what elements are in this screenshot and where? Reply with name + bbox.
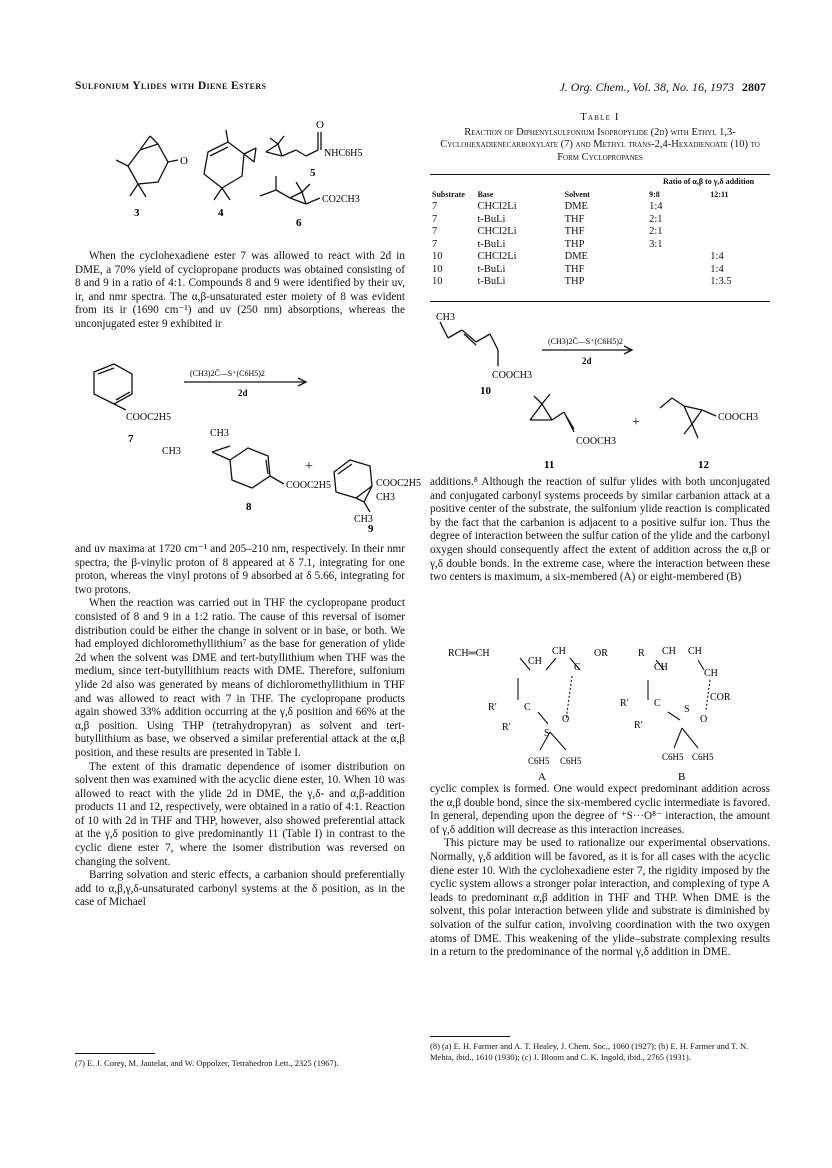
footnote-7: (7) E. J. Corey, M. Jautelat, and W. Oppolzer, Tetrahedron Lett., 2325 (1967). bbox=[75, 1058, 339, 1068]
cell-substrate: 7 bbox=[432, 213, 438, 225]
cell-ratio-12-11: 1:3.5 bbox=[710, 276, 732, 287]
cor-label: COR bbox=[710, 692, 731, 703]
scheme-10-11-12-drawing bbox=[432, 308, 772, 478]
cell-solvent: THP bbox=[564, 276, 585, 287]
paragraph: When the cyclohexadiene ester 7 was allowed to react with 2d in DME, a 70% yield of cyclopropane products was obtained consisting of 8 and 9 in a ratio of 4:1. Compounds 8 and 9 were identified by their uv, ir, and nmr spectra. The α,β-unsaturated ester moiety of 8 was evident from its ir (1690 cm⁻¹) and uv (250 nm) absorptions, whereas the unconjugated ester 9 exhibited ir bbox=[75, 250, 405, 330]
data-table bbox=[430, 176, 770, 289]
rprime-label-b: R′ bbox=[620, 698, 629, 709]
compound-4-label: 4 bbox=[218, 207, 224, 219]
cell-substrate: 10 bbox=[432, 251, 443, 262]
cell-solvent: THP bbox=[564, 238, 585, 250]
table-row bbox=[430, 264, 770, 277]
footnote-8: (8) (a) E. H. Farmer and A. T. Healey, J. Chem. Soc., 1060 (1927); (b) E. H. Farmer and T. N. Mehta, ibid., 1610 (1930); (c) J. Bloom and C. K. Ingold, ibid., 2765 (1931). bbox=[430, 1041, 749, 1062]
table-row bbox=[430, 251, 770, 264]
reagent-2d-label-right: 2d bbox=[582, 356, 592, 366]
c6h5-label-a1: C6H5 bbox=[528, 756, 550, 766]
sulfur-label-a: S bbox=[544, 728, 550, 739]
table-rule-bottom bbox=[430, 301, 770, 302]
col-header-substrate: Substrate bbox=[432, 189, 465, 199]
cell-base: t-BuLi bbox=[477, 238, 506, 250]
left-col-text-1 bbox=[75, 250, 405, 332]
cell-ratio-9-8 bbox=[647, 264, 708, 277]
c6h5-label-a2: C6H5 bbox=[560, 756, 582, 766]
cell-ratio-9-8 bbox=[647, 251, 708, 264]
reagent-2d-label-left: 2d bbox=[238, 388, 248, 398]
scheme-7-to-8-9 bbox=[80, 362, 422, 535]
ratio-header: Ratio of α,β to γ,δ addition bbox=[663, 177, 755, 186]
table-caption: Reaction of Diphenylsulfonium Isopropylide (2d) with Ethyl 1,3-Cyclohexadienecarboxylate (7) and Methyl trans-2,4-Hexadienoate (10) to Form Cyclopropanes bbox=[440, 126, 760, 163]
table-header-row bbox=[430, 189, 770, 202]
footnote-rule-right bbox=[430, 1036, 510, 1037]
carbanion-c-label-a: C bbox=[524, 702, 531, 713]
rch-label: RCH═CH bbox=[448, 648, 490, 659]
cooc2h5-label-9: COOC2H5 bbox=[376, 478, 422, 489]
table-header-row-top bbox=[430, 176, 770, 189]
cell-base: CHCl2Li bbox=[477, 226, 517, 237]
table-rule-top bbox=[430, 174, 770, 175]
cell-base: CHCl2Li bbox=[477, 251, 517, 262]
cell-substrate: 10 bbox=[432, 263, 443, 275]
oxygen-label-a: O bbox=[562, 714, 570, 725]
paragraph: and uv maxima at 1720 cm⁻¹ and 205–210 nm, respectively. In their nmr spectra, the β-vinylic proton of 8 appeared at δ 7.1, integrating for one proton, whereas the vinyl protons of 9 absorbed at δ 5.66, integrating for two protons. bbox=[75, 543, 405, 596]
plus-sign-right: + bbox=[632, 415, 640, 430]
running-title: Sulfonium Ylides with Diene Esters bbox=[75, 80, 267, 92]
cell-ratio-9-8 bbox=[647, 276, 708, 289]
complex-a-b-drawing bbox=[448, 640, 768, 783]
paragraph: When the reaction was carried out in THF the cyclopropane product consisted of 8 and 9 in a 1:2 ratio. The cause of this reversal of isomer distribution could be either the change in solvent or in base, or both. We had employed dichloromethyllithium⁷ as the base for generation of ylide 2d when the solvent was DME and tert-butyllithium when THF was the medium, since tert-butyllithium reacts with DME. Therefore, sulfonium ylide 2d also was generated by means of dichloromethyllithium in THF and was allowed to react with 7 in THF. The cyclopropane products again showed 33% addition occurring at the γ,δ position and 66% at the α,β position. Using THP (tetrahydropyran) as solvent and tert-butyllithium as base, we observed a similar preferential attack at the α,β position, and these results are presented in Table I. bbox=[75, 597, 405, 759]
rprime-label-a: R′ bbox=[488, 702, 497, 713]
table-row bbox=[430, 276, 770, 289]
c-label-a: C bbox=[574, 662, 581, 673]
reagent-label-left: (CH3)2C̄—S⁺(C6H5)2 bbox=[190, 369, 265, 378]
cooch3-label-12: COOCH3 bbox=[718, 412, 759, 423]
cell-solvent: DME bbox=[564, 201, 588, 212]
complex-a-b bbox=[448, 640, 768, 783]
cell-ratio-12-11: 1:4 bbox=[710, 263, 724, 275]
table-row bbox=[430, 239, 770, 252]
co2ch3-label: CO2CH3 bbox=[322, 194, 360, 205]
ketone-o-label: O bbox=[180, 155, 188, 167]
compound-8-label: 8 bbox=[246, 501, 252, 513]
cell-base: CHCl2Li bbox=[477, 201, 517, 212]
table-title bbox=[430, 112, 770, 164]
cell-substrate: 7 bbox=[432, 226, 438, 237]
reagent-label-right: (CH3)2C̄—S⁺(C6H5)2 bbox=[548, 337, 623, 346]
cell-ratio-12-11 bbox=[708, 201, 770, 214]
cell-solvent: THF bbox=[564, 213, 585, 225]
paragraph: This picture may be used to rationalize our experimental observations. Normally, γ,δ addition will be favored, as it is for all cases with the acyclic diene ester 10. With the cyclohexadiene ester 7, the rigidity imposed by the cyclic system allows a stronger polar interaction, and complexing of type A leads to predominant α,β addition in THF and THP. When DME is the solvent, this polar interaction between ylide and substrate is diminished by solvation of the sulfur cation, involving coordination with the two oxygen atoms of DME. This weakening of the ylide–substrate complexing results in a return to the predominance of the normal γ,δ addition in DME. bbox=[430, 837, 770, 959]
cell-ratio-12-11 bbox=[708, 239, 770, 252]
ch3-label-10: CH3 bbox=[436, 312, 455, 323]
cell-base: t-BuLi bbox=[477, 263, 506, 275]
c6h5-label-b1: C6H5 bbox=[662, 752, 684, 762]
page-number: 2807 bbox=[742, 80, 766, 94]
cell-base: t-BuLi bbox=[477, 276, 506, 287]
paragraph: cyclic complex is formed. One would expect predominant addition across the α,β double bond, since the six-membered cyclic intermediate is favored. In general, depending upon the degree of ⁺S···O⁸⁻ interaction, the amount of γ,δ addition will decrease as this interaction increases. bbox=[430, 783, 770, 836]
ch-label-b1: CH bbox=[662, 646, 676, 657]
compound-6-label: 6 bbox=[296, 217, 302, 229]
cell-base: t-BuLi bbox=[477, 213, 506, 225]
paragraph: The extent of this dramatic dependence of isomer distribution on solvent then was examined with the acyclic diene ester, 10. When 10 was allowed to react with the ylide 2d in DME, the γ,δ- and α,β-addition products 11 and 12, respectively, were obtained in a ratio of 4:1. Reaction of 10 with 2d in THF and THP, however, also showed preferential attack at the γ,δ position to give predominantly 11 (Table I) in contrast to the cyclic diene ester 7, where the isomer distribution was reversed on changing the solvent. bbox=[75, 760, 405, 868]
cooch3-label-10: COOCH3 bbox=[492, 370, 533, 381]
right-col-text-2 bbox=[430, 783, 770, 960]
plus-sign-left: + bbox=[305, 459, 313, 474]
ch3-label-9a: CH3 bbox=[376, 492, 395, 503]
footnote-rule-left bbox=[75, 1053, 155, 1054]
paragraph: Barring solvation and steric effects, a carbanion should preferentially add to α,β,γ,δ-unsaturated carbonyl systems at the δ position, as in the case of Michael bbox=[75, 869, 405, 909]
journal-citation: J. Org. Chem., Vol. 38, No. 16, 1973 bbox=[559, 80, 734, 94]
cell-ratio-9-8: 1:4 bbox=[649, 201, 663, 212]
structures-3-4-5-6 bbox=[110, 112, 410, 232]
cell-solvent: THF bbox=[564, 263, 585, 275]
cell-substrate: 7 bbox=[432, 201, 438, 212]
complex-b-label: B bbox=[678, 771, 686, 783]
rprime-label-a2: R′ bbox=[502, 722, 511, 733]
table-row bbox=[430, 214, 770, 227]
r-label-b: R bbox=[638, 648, 645, 659]
table-label: Table I bbox=[580, 112, 620, 123]
cell-solvent: THF bbox=[564, 226, 585, 237]
cell-ratio-9-8: 3:1 bbox=[649, 238, 663, 250]
cell-ratio-9-8: 2:1 bbox=[649, 226, 663, 237]
or-label: OR bbox=[594, 648, 608, 659]
compound-3-label: 3 bbox=[134, 207, 140, 219]
cooch3-label-11: COOCH3 bbox=[576, 436, 617, 447]
paragraph: additions.⁸ Although the reaction of sulfur ylides with both unconjugated and conjugated carbonyl systems proceeds by similar carbanion attack at a positive center of the substrate, the sulfonium ylide reaction is complicated by the fact that the carbanion is adjacent to a positive sulfur ion. Thus the degree of interaction between the sulfur cation of the ylide and the carbonyl oxygen should consequently affect the extent of addition across the α,β or γ,δ double bonds. In the extreme case, where the interaction between these two centers is maximum, a six-membered (A) or eight-membered (B) bbox=[430, 476, 770, 584]
compound-7-label: 7 bbox=[128, 433, 134, 445]
ch3-label-8a: CH3 bbox=[210, 428, 229, 439]
cell-ratio-12-11 bbox=[708, 226, 770, 239]
cooc2h5-label-8: COOC2H5 bbox=[286, 480, 332, 491]
col-header-solvent: Solvent bbox=[564, 189, 590, 199]
table-row bbox=[430, 201, 770, 214]
structures-3-6-drawing bbox=[110, 112, 410, 232]
ch3-label-9b: CH3 bbox=[354, 514, 373, 525]
sulfur-label-b: S bbox=[684, 704, 690, 715]
col-header-base: Base bbox=[477, 189, 494, 199]
ch-label-b2: CH bbox=[688, 646, 702, 657]
cell-ratio-9-8: 2:1 bbox=[649, 213, 663, 225]
cell-ratio-12-11 bbox=[708, 214, 770, 227]
ch3-label-8b: CH3 bbox=[162, 446, 181, 457]
compound-11-label: 11 bbox=[544, 459, 555, 471]
cell-substrate: 10 bbox=[432, 276, 443, 287]
cell-substrate: 7 bbox=[432, 238, 438, 250]
right-col-text-1 bbox=[430, 476, 770, 585]
ch-label-b3: CH bbox=[654, 662, 668, 673]
ch-label-a1: CH bbox=[528, 656, 542, 667]
table-row bbox=[430, 226, 770, 239]
col-header-12-11: 12:11 bbox=[710, 189, 729, 199]
compound-5-label: 5 bbox=[310, 167, 316, 179]
cell-ratio-12-11: 1:4 bbox=[710, 251, 724, 262]
compound-10-label: 10 bbox=[480, 385, 491, 397]
cooc2h5-label-7: COOC2H5 bbox=[126, 412, 172, 423]
c6h5-label-b2: C6H5 bbox=[692, 752, 714, 762]
amide-o-label: O bbox=[316, 119, 324, 131]
journal-info bbox=[559, 80, 766, 95]
carbanion-c-label-b: C bbox=[654, 698, 661, 709]
page-header bbox=[75, 80, 766, 100]
complex-a-label: A bbox=[538, 771, 546, 783]
compound-12-label: 12 bbox=[698, 459, 709, 471]
nhc6h5-label: NHC6H5 bbox=[324, 148, 363, 159]
compound-9-label: 9 bbox=[368, 523, 374, 535]
col-header-9-8: 9:8 bbox=[649, 189, 660, 199]
ch-label-a2: CH bbox=[552, 646, 566, 657]
scheme-10-to-11-12 bbox=[432, 308, 772, 478]
oxygen-label-b: O bbox=[700, 714, 708, 725]
scheme-7-8-9-drawing bbox=[80, 362, 422, 535]
cell-solvent: DME bbox=[564, 251, 588, 262]
left-col-text-2 bbox=[75, 543, 405, 910]
rprime-label-b2: R′ bbox=[634, 720, 643, 731]
ch-label-b4: CH bbox=[704, 668, 718, 679]
